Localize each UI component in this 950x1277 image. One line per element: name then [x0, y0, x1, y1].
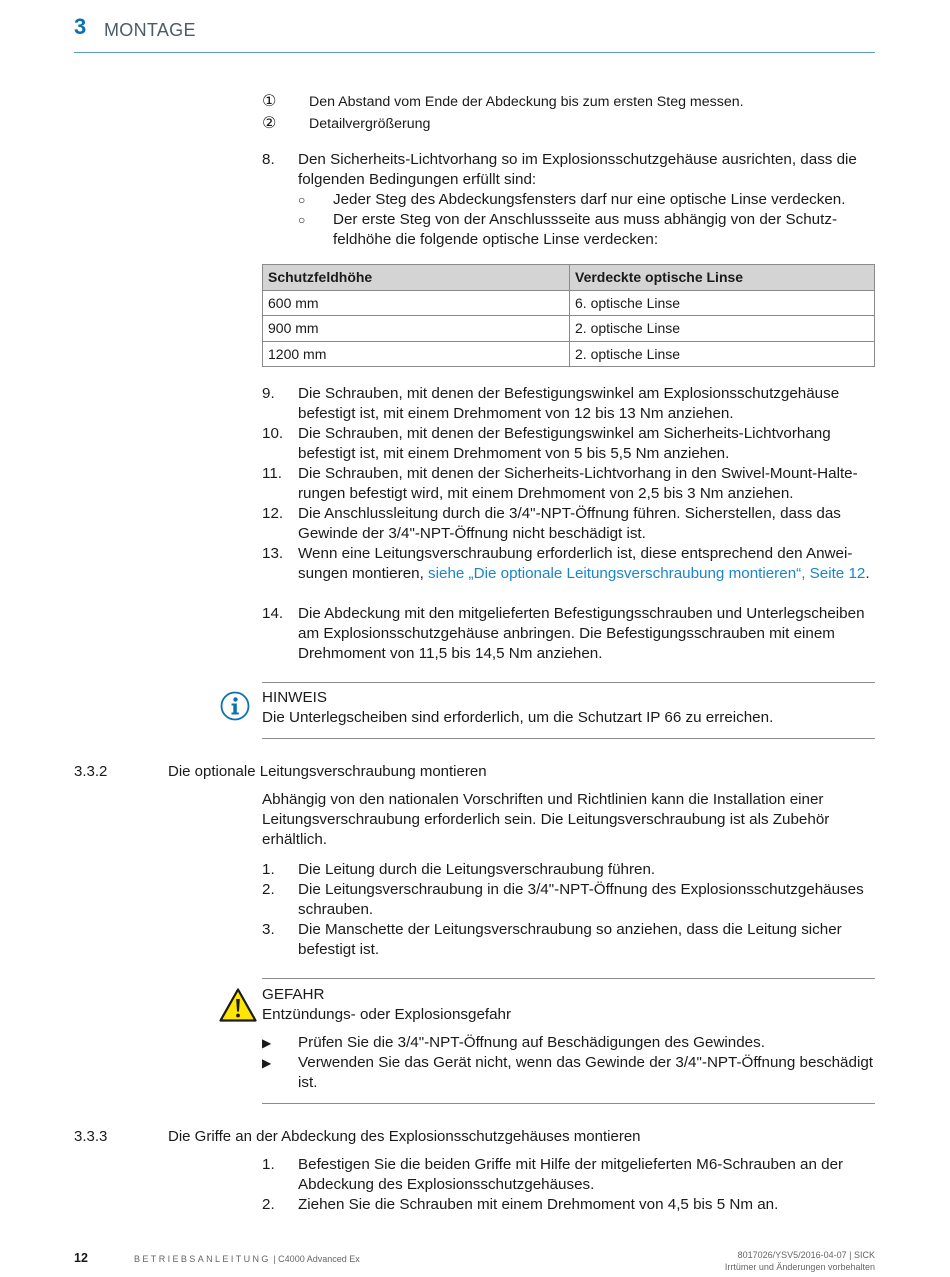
- list-item: [262, 860, 876, 880]
- cross-reference-link[interactable]: siehe „Die optionale Leitungsverschraubung montieren“, Seite 12: [428, 565, 866, 582]
- step-number: 12.: [262, 505, 284, 522]
- step-11: [262, 464, 876, 504]
- footer-doc-id: 8017026/YSV5/2016-04-07 | SICK: [737, 1250, 875, 1260]
- section-intro: Abhängig von den nationalen Vorschriften und Richtlinien kann die Installation einer Leitungsverschraubung erforderlich sein. Die Leitungsverschraubung ist als Zubehör erhältlich.: [262, 791, 830, 848]
- step-number: 1.: [262, 861, 275, 878]
- danger-item: [262, 1033, 876, 1053]
- step-number: 13.: [262, 545, 284, 562]
- table-row: [263, 341, 875, 367]
- table-cell: 1200 mm: [263, 341, 570, 367]
- section-title: Die optionale Leitungsverschraubung montieren: [168, 763, 487, 780]
- step-text: Die Schrauben, mit denen der Befestigungswinkel am Sicherheits-Lichtvorhang befestigt ist, mit einem Drehmoment von 5 bis 5,5 Nm anziehen.: [298, 425, 831, 462]
- section-number: 3.3.2: [74, 763, 108, 780]
- page-number: 12: [74, 1251, 88, 1265]
- note-bottom-rule: [262, 738, 875, 739]
- step-12: [262, 504, 876, 544]
- step-9: [262, 384, 876, 424]
- sub-item: [298, 190, 876, 210]
- section-number: 3.3.3: [74, 1128, 108, 1145]
- footer-product: | C4000 Advanced Ex: [273, 1254, 360, 1264]
- table-row: [263, 290, 875, 316]
- step-number: 10.: [262, 425, 284, 442]
- table-cell: 6. optische Linse: [570, 290, 875, 316]
- circle-bullet-icon: ○: [298, 193, 306, 207]
- danger-item-text: Prüfen Sie die 3/4"-NPT-Öffnung auf Beschädigungen des Gewindes.: [298, 1034, 765, 1051]
- step-text: Die Leitungsverschraubung in die 3/4"-NPT-Öffnung des Explosionsschutzgehäuses schrauben.: [298, 881, 864, 918]
- step-13: [262, 544, 876, 584]
- step-number: 2.: [262, 1196, 275, 1213]
- legend-text: Den Abstand vom Ende der Abdeckung bis zum ersten Steg messen.: [309, 94, 744, 110]
- list-item: [262, 920, 876, 960]
- footer-disclaimer: Irrtümer und Änderungen vorbehalten: [724, 1262, 875, 1272]
- chapter-title: MONTAGE: [104, 20, 196, 40]
- step-10: [262, 424, 876, 464]
- step-text: Den Sicherheits-Lichtvorhang so im Explosionsschutzgehäuse ausrichten, dass die folgenden Bedingungen erfüllt sind:: [298, 151, 857, 188]
- danger-title: GEFAHR: [262, 986, 325, 1003]
- step-text-end: .: [865, 565, 870, 582]
- step-text: Befestigen Sie die beiden Griffe mit Hilfe der mitgelieferten M6-Schrauben an der Abdeckung des Explosionsschutzgehäuses.: [298, 1156, 844, 1193]
- section-title: Die Griffe an der Abdeckung des Explosionsschutzgehäuses montieren: [168, 1128, 641, 1145]
- step-14: [262, 604, 876, 664]
- sub-item-text: Der erste Steg von der Anschlussseite aus muss abhängig von der Schutzfeldhöhe die folgende optische Linse verdecken:: [333, 211, 837, 248]
- danger-item: [262, 1053, 876, 1093]
- list-item: [262, 880, 876, 920]
- table-cell: 2. optische Linse: [570, 316, 875, 342]
- table-row: [263, 316, 875, 342]
- sub-item: [298, 210, 876, 250]
- step-8: [262, 150, 876, 190]
- table-cell: 900 mm: [263, 316, 570, 342]
- danger-bottom-rule: [262, 1103, 875, 1104]
- table-header-row: [263, 265, 875, 291]
- step-text: Die Manschette der Leitungsverschraubung so anziehen, dass die Leitung sicher befestigt ist.: [298, 921, 842, 958]
- table-cell: 2. optische Linse: [570, 341, 875, 367]
- step-text: Die Schrauben, mit denen der Sicherheits-Lichtvorhang in den Swivel-Mount-Halterungen befestigt wird, mit einem Drehmoment von 2,5 bis 3 Nm anziehen.: [298, 465, 858, 502]
- step-text: [298, 544, 876, 584]
- step-number: 14.: [262, 605, 284, 622]
- note-text: Die Unterlegscheiben sind erforderlich, um die Schutzart IP 66 zu erreichen.: [262, 709, 774, 726]
- table-header-cell: Verdeckte optische Linse: [570, 265, 875, 291]
- info-icon: [220, 691, 250, 721]
- step-number: 1.: [262, 1156, 275, 1173]
- page-header: [74, 14, 875, 53]
- sub-item-text: Jeder Steg des Abdeckungsfensters darf nur eine optische Linse verdecken.: [333, 191, 846, 208]
- footer-document-info: [134, 1249, 360, 1269]
- danger-subtitle: Entzündungs- oder Explosionsgefahr: [262, 1006, 512, 1023]
- legend-text: Detailvergrößerung: [309, 116, 431, 132]
- step-text-part: Wenn eine Leitungsverschraubung erforderlich ist, diese entsprechend den Anweisungen montieren,: [298, 545, 853, 582]
- note-title: HINWEIS: [262, 689, 327, 706]
- legend-number: ②: [262, 115, 277, 132]
- list-item: [262, 1195, 876, 1215]
- step-text: Die Leitung durch die Leitungsverschraubung führen.: [298, 861, 656, 878]
- chapter-number: 3: [74, 14, 87, 39]
- table-header-cell: Schutzfeldhöhe: [263, 265, 570, 291]
- step-text: Die Abdeckung mit den mitgelieferten Befestigungsschrauben und Unterlegscheiben am Explosionsschutzgehäuse anbringen. Die Befestigungsschrauben mit einem Drehmoment von 11,5 bis 14,5 Nm anziehen.: [298, 605, 865, 662]
- lens-table: [262, 264, 875, 367]
- step-number: 9.: [262, 385, 275, 402]
- legend-number: ①: [262, 93, 277, 110]
- step-text: Die Anschlussleitung durch die 3/4"-NPT-Öffnung führen. Sicherstellen, dass das Gewinde der 3/4"-NPT-Öffnung nicht beschädigt ist.: [298, 505, 841, 542]
- warning-triangle-icon: [219, 988, 257, 1022]
- danger-top-rule: [262, 978, 875, 979]
- note-top-rule: [262, 682, 875, 683]
- step-text: Ziehen Sie die Schrauben mit einem Drehmoment von 4,5 bis 5 Nm an.: [298, 1196, 779, 1213]
- step-number: 2.: [262, 881, 275, 898]
- step-number: 3.: [262, 921, 275, 938]
- arrow-bullet-icon: ▶: [262, 1036, 272, 1050]
- table-cell: 600 mm: [263, 290, 570, 316]
- list-item: [262, 1155, 876, 1195]
- footer-doc-type: BETRIEBSANLEITUNG: [134, 1254, 271, 1264]
- footer-right: [725, 1249, 875, 1273]
- danger-item-text: Verwenden Sie das Gerät nicht, wenn das Gewinde der 3/4"-NPT-Öffnung beschädigt ist.: [298, 1054, 873, 1091]
- arrow-bullet-icon: ▶: [262, 1056, 272, 1070]
- circle-bullet-icon: ○: [298, 213, 306, 227]
- step-number: 8.: [262, 151, 275, 168]
- step-number: 11.: [262, 465, 282, 482]
- step-text: Die Schrauben, mit denen der Befestigungswinkel am Explosionsschutzgehäuse befestigt ist, mit einem Drehmoment von 12 bis 13 Nm anziehen.: [298, 385, 840, 422]
